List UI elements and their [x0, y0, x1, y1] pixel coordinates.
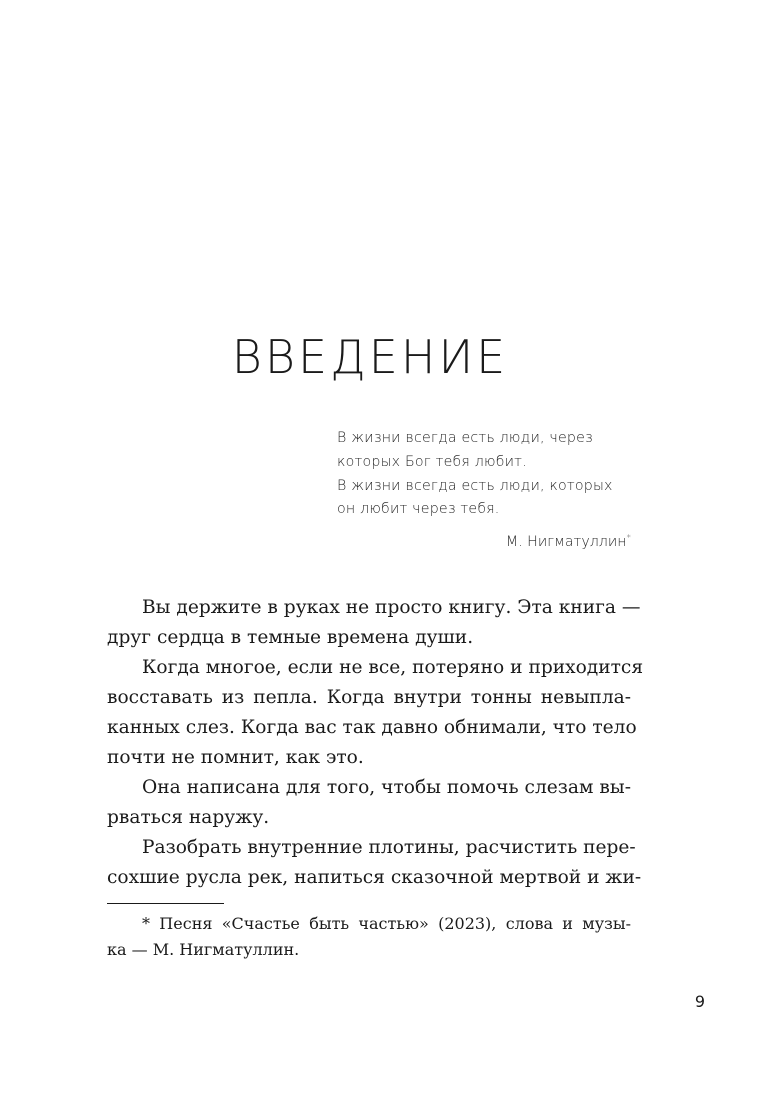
footnote — [107, 911, 631, 963]
body-line: Вы держите в руках не просто книгу. Эта книга — — [142, 597, 641, 618]
epigraph-line: которых Бог тебя любит. — [337, 453, 527, 470]
body-line: Разобрать внутренние плотины, расчистить пере- — [142, 837, 636, 858]
body-line: канных слез. Когда вас так давно обнимали, что тело — [107, 717, 637, 738]
epigraph-author-line — [337, 531, 637, 555]
chapter-title: ВВЕДЕНИЕ — [231, 330, 509, 384]
body-text — [107, 593, 644, 893]
footnote-line: ка — М. Нигматуллин. — [107, 940, 300, 959]
epigraph — [337, 427, 637, 555]
footnote-reference-mark: * — [626, 533, 631, 544]
body-line: почти не помнит, как это. — [107, 747, 364, 768]
epigraph-line: В жизни всегда есть люди, которых — [337, 477, 613, 494]
epigraph-line: В жизни всегда есть люди, через — [337, 430, 593, 446]
epigraph-line: он любит через тебя. — [337, 501, 500, 518]
footnote-line: * Песня «Счастье быть частью» (2023), слова и музы- — [142, 914, 631, 933]
body-line: восставать из пепла. Когда внутри тонны невыпла- — [107, 687, 631, 708]
body-line: Она написана для того, чтобы помочь слезам вы- — [142, 777, 631, 798]
body-line: друг сердца в темные времена души. — [107, 627, 474, 648]
page-number: 9 — [694, 992, 706, 1011]
body-line: рваться наружу. — [107, 807, 270, 828]
footnote-divider — [107, 903, 224, 904]
body-line: сохшие русла рек, напиться сказочной мертвой и жи- — [107, 867, 642, 888]
body-line: Когда многое, если не все, потеряно и приходится — [142, 657, 644, 678]
epigraph-author: М. Нигматуллин — [505, 534, 627, 551]
